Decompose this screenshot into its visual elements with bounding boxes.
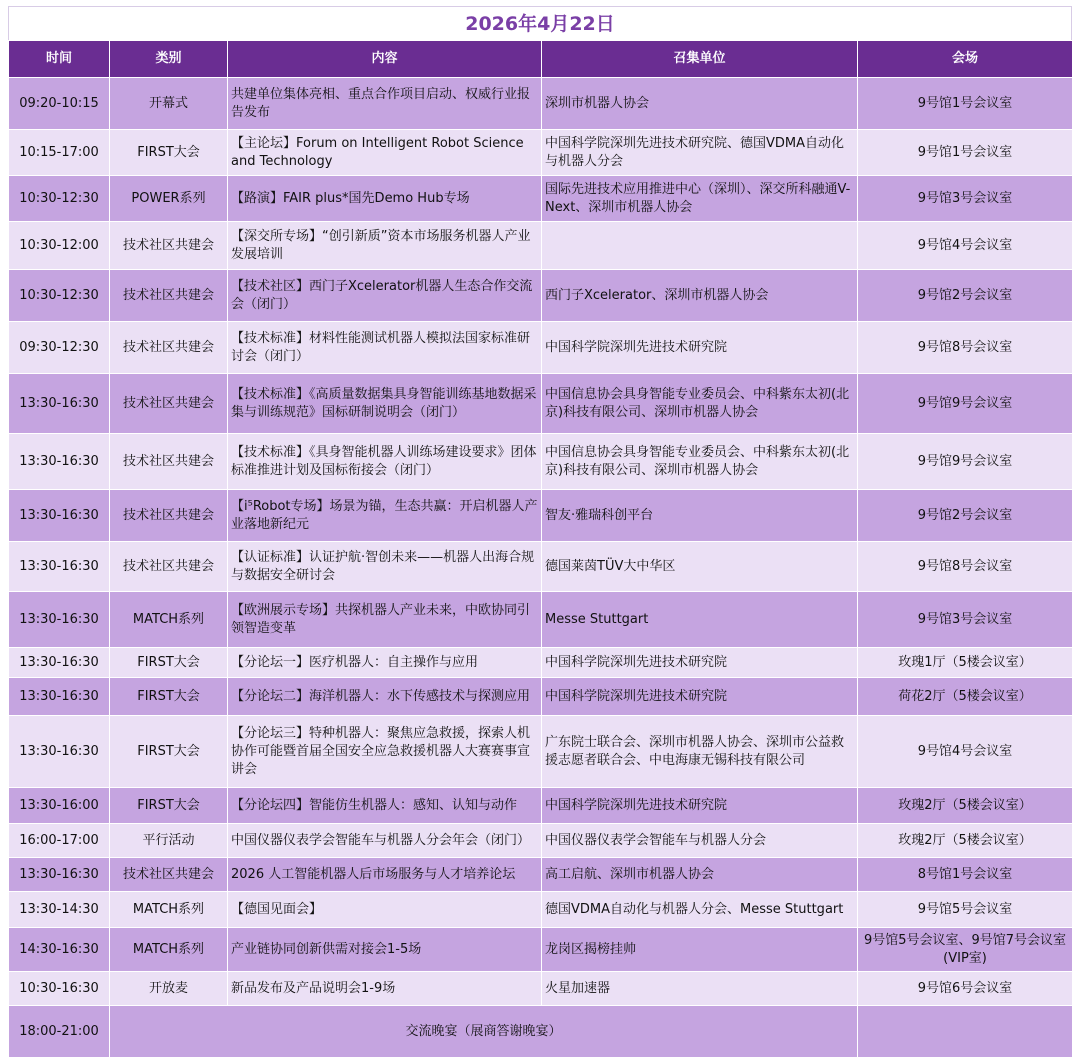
table-row (9, 176, 1073, 222)
table-row (9, 592, 1073, 648)
cell-content: 新品发布及产品说明会1-9场 (228, 972, 542, 1006)
cell-category: 技术社区共建会 (110, 858, 228, 892)
cell-content: 【分论坛三】特种机器人：聚焦应急救援，探索人机协作可能暨首届全国安全应急救援机器人大赛赛事宣讲会 (228, 716, 542, 788)
cell-venue: 9号馆4号会议室 (858, 222, 1073, 270)
cell-organizer: 中国仪器仪表学会智能车与机器人分会 (542, 824, 858, 858)
cell-content: 交流晚宴（展商答谢晚宴） (110, 1006, 858, 1058)
cell-venue: 9号馆1号会议室 (858, 130, 1073, 176)
cell-category: 技术社区共建会 (110, 542, 228, 592)
cell-organizer: 高工启航、深圳市机器人协会 (542, 858, 858, 892)
cell-time: 13:30-16:00 (9, 788, 110, 824)
table-body (9, 78, 1073, 1058)
cell-category: FIRST大会 (110, 788, 228, 824)
cell-content: 2026 人工智能机器人后市场服务与人才培养论坛 (228, 858, 542, 892)
cell-organizer: 国际先进技术应用推进中心（深圳）、深交所科融通V-Next、深圳市机器人协会 (542, 176, 858, 222)
cell-venue: 9号馆3号会议室 (858, 176, 1073, 222)
table-row (9, 270, 1073, 322)
cell-category: 技术社区共建会 (110, 374, 228, 434)
table-row (9, 542, 1073, 592)
table-row (9, 78, 1073, 130)
cell-venue: 9号馆5号会议室、9号馆7号会议室(VIP室) (858, 928, 1073, 972)
cell-category: 开幕式 (110, 78, 228, 130)
cell-category: MATCH系列 (110, 928, 228, 972)
cell-content: 【分论坛一】医疗机器人：自主操作与应用 (228, 648, 542, 678)
cell-category: 技术社区共建会 (110, 322, 228, 374)
cell-content: 中国仪器仪表学会智能车与机器人分会年会（闭门） (228, 824, 542, 858)
cell-category: 技术社区共建会 (110, 490, 228, 542)
cell-category: 开放麦 (110, 972, 228, 1006)
cell-venue: 9号馆9号会议室 (858, 374, 1073, 434)
cell-time: 10:30-12:30 (9, 270, 110, 322)
cell-category: MATCH系列 (110, 892, 228, 928)
cell-content: 【技术标准】材料性能测试机器人模拟法国家标准研讨会（闭门） (228, 322, 542, 374)
cell-category: 技术社区共建会 (110, 222, 228, 270)
cell-content: 【技术标准】《高质量数据集具身智能训练基地数据采集与训练规范》国标研制说明会（闭门） (228, 374, 542, 434)
cell-organizer: 智友·雅瑞科创平台 (542, 490, 858, 542)
cell-venue: 9号馆2号会议室 (858, 270, 1073, 322)
table-row (9, 222, 1073, 270)
cell-content: 【德国见面会】 (228, 892, 542, 928)
table-row-dinner (9, 1006, 1073, 1058)
cell-time: 09:30-12:30 (9, 322, 110, 374)
header-content: 内容 (228, 41, 542, 78)
cell-venue (858, 1006, 1073, 1058)
cell-category: 技术社区共建会 (110, 434, 228, 490)
page-title: 2026年4月22日 (8, 6, 1072, 40)
table-row (9, 678, 1073, 716)
cell-time: 13:30-16:30 (9, 648, 110, 678)
cell-organizer: 中国科学院深圳先进技术研究院 (542, 322, 858, 374)
cell-content: 【分论坛四】智能仿生机器人：感知、认知与动作 (228, 788, 542, 824)
cell-organizer: 中国科学院深圳先进技术研究院、德国VDMA自动化与机器人分会 (542, 130, 858, 176)
cell-content: 【路演】FAIR plus*国先Demo Hub专场 (228, 176, 542, 222)
cell-venue: 9号馆5号会议室 (858, 892, 1073, 928)
cell-content: 【深交所专场】“创引新质”资本市场服务机器人产业发展培训 (228, 222, 542, 270)
cell-organizer: 广东院士联合会、深圳市机器人协会、深圳市公益救援志愿者联合会、中电海康无锡科技有限公司 (542, 716, 858, 788)
cell-venue: 玫瑰2厅（5楼会议室） (858, 788, 1073, 824)
cell-organizer: Messe Stuttgart (542, 592, 858, 648)
header-organizer: 召集单位 (542, 41, 858, 78)
cell-organizer: 深圳市机器人协会 (542, 78, 858, 130)
cell-time: 13:30-14:30 (9, 892, 110, 928)
cell-content: 【技术标准】《具身智能机器人训练场建设要求》团体标准推进计划及国标衔接会（闭门） (228, 434, 542, 490)
cell-category: FIRST大会 (110, 648, 228, 678)
cell-time: 10:30-12:30 (9, 176, 110, 222)
cell-time: 13:30-16:30 (9, 678, 110, 716)
cell-time: 13:30-16:30 (9, 434, 110, 490)
table-row (9, 490, 1073, 542)
cell-content: 【i⁵Robot专场】场景为锚，生态共赢：开启机器人产业落地新纪元 (228, 490, 542, 542)
cell-time: 13:30-16:30 (9, 858, 110, 892)
cell-venue: 9号馆2号会议室 (858, 490, 1073, 542)
cell-content: 【分论坛二】海洋机器人：水下传感技术与探测应用 (228, 678, 542, 716)
cell-category: FIRST大会 (110, 678, 228, 716)
table-header-row (9, 41, 1073, 78)
cell-category: 技术社区共建会 (110, 270, 228, 322)
cell-category: POWER系列 (110, 176, 228, 222)
cell-organizer: 德国VDMA自动化与机器人分会、Messe Stuttgart (542, 892, 858, 928)
header-venue: 会场 (858, 41, 1073, 78)
cell-organizer (542, 222, 858, 270)
cell-organizer: 龙岗区揭榜挂帅 (542, 928, 858, 972)
cell-time: 13:30-16:30 (9, 592, 110, 648)
cell-venue: 玫瑰1厅（5楼会议室） (858, 648, 1073, 678)
cell-venue: 9号馆4号会议室 (858, 716, 1073, 788)
cell-venue: 8号馆1号会议室 (858, 858, 1073, 892)
table-row (9, 716, 1073, 788)
cell-category: 平行活动 (110, 824, 228, 858)
cell-venue: 9号馆8号会议室 (858, 542, 1073, 592)
cell-time: 09:20-10:15 (9, 78, 110, 130)
cell-content: 产业链协同创新供需对接会1-5场 (228, 928, 542, 972)
table-row (9, 824, 1073, 858)
cell-organizer: 中国科学院深圳先进技术研究院 (542, 648, 858, 678)
cell-content: 【技术社区】西门子Xcelerator机器人生态合作交流会（闭门） (228, 270, 542, 322)
table-row (9, 892, 1073, 928)
cell-time: 16:00-17:00 (9, 824, 110, 858)
table-row (9, 858, 1073, 892)
cell-venue: 9号馆6号会议室 (858, 972, 1073, 1006)
cell-category: FIRST大会 (110, 130, 228, 176)
cell-category: MATCH系列 (110, 592, 228, 648)
cell-organizer: 德国莱茵TÜV大中华区 (542, 542, 858, 592)
cell-venue: 9号馆1号会议室 (858, 78, 1073, 130)
cell-organizer: 中国信息协会具身智能专业委员会、中科紫东太初(北京)科技有限公司、深圳市机器人协会 (542, 434, 858, 490)
cell-venue: 9号馆9号会议室 (858, 434, 1073, 490)
cell-organizer: 中国科学院深圳先进技术研究院 (542, 678, 858, 716)
cell-time: 13:30-16:30 (9, 490, 110, 542)
schedule-table (8, 40, 1073, 1058)
cell-category: FIRST大会 (110, 716, 228, 788)
cell-organizer: 中国信息协会具身智能专业委员会、中科紫东太初(北京)科技有限公司、深圳市机器人协会 (542, 374, 858, 434)
cell-time: 10:30-16:30 (9, 972, 110, 1006)
table-row (9, 928, 1073, 972)
table-row (9, 648, 1073, 678)
cell-content: 【欧洲展示专场】共探机器人产业未来，中欧协同引领智造变革 (228, 592, 542, 648)
cell-time: 10:30-12:00 (9, 222, 110, 270)
cell-time: 13:30-16:30 (9, 374, 110, 434)
table-row (9, 434, 1073, 490)
cell-content: 共建单位集体亮相、重点合作项目启动、权威行业报告发布 (228, 78, 542, 130)
table-row (9, 130, 1073, 176)
cell-time: 13:30-16:30 (9, 716, 110, 788)
table-row (9, 322, 1073, 374)
cell-time: 14:30-16:30 (9, 928, 110, 972)
cell-venue: 荷花2厅（5楼会议室） (858, 678, 1073, 716)
cell-organizer: 火星加速器 (542, 972, 858, 1006)
header-category: 类别 (110, 41, 228, 78)
cell-content: 【认证标准】认证护航·智创未来——机器人出海合规与数据安全研讨会 (228, 542, 542, 592)
cell-time: 13:30-16:30 (9, 542, 110, 592)
cell-venue: 9号馆3号会议室 (858, 592, 1073, 648)
table-row (9, 374, 1073, 434)
table-row (9, 788, 1073, 824)
cell-content: 【主论坛】Forum on Intelligent Robot Science and Technology (228, 130, 542, 176)
schedule-page (8, 6, 1072, 1058)
header-time: 时间 (9, 41, 110, 78)
cell-organizer: 西门子Xcelerator、深圳市机器人协会 (542, 270, 858, 322)
cell-time: 10:15-17:00 (9, 130, 110, 176)
cell-time: 18:00-21:00 (9, 1006, 110, 1058)
cell-organizer: 中国科学院深圳先进技术研究院 (542, 788, 858, 824)
table-row (9, 972, 1073, 1006)
cell-venue: 玫瑰2厅（5楼会议室） (858, 824, 1073, 858)
cell-venue: 9号馆8号会议室 (858, 322, 1073, 374)
